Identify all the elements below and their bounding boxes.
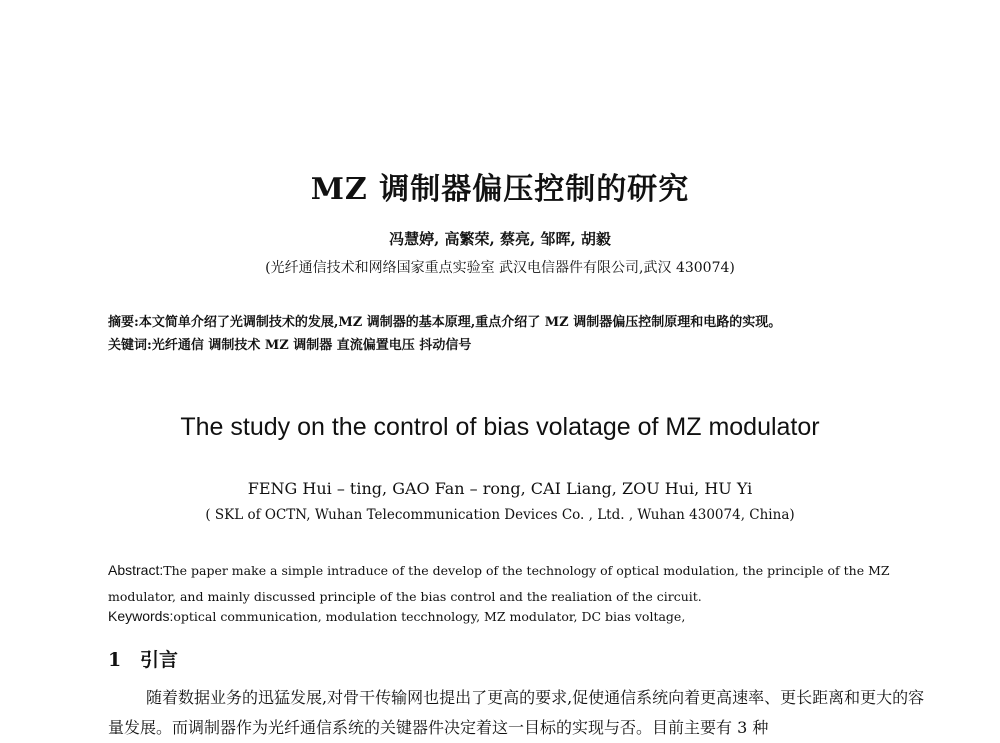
abstract-en-text: The paper make a simple intraduce of the develop of the technology of optical modulation, the principle of the MZ modulator, and mainly discussed principle of the bias control and the realiation of the circuit. (108, 563, 890, 604)
keywords-en-label: Keywords: (108, 608, 174, 624)
body-text: 随着数据业务的迅猛发展,对骨干传输网也提出了更高的要求,促使通信系统向着更高速率、更长距离和更大的容量发展。而调制器作为光纤通信系统的关键器件决定着这一目标的实现与否。目前主要有 3 种 (108, 688, 925, 737)
abstract-cn-text: 本文简单介绍了光调制技术的发展,MZ 调制器的基本原理,重点介绍了 MZ 调制器偏压控制原理和电路的实现。 (138, 315, 782, 330)
body-paragraph (108, 683, 928, 743)
affiliation-en: ( SKL of OCTN, Wuhan Telecommunication Devices Co. , Ltd. , Wuhan 430074, China) (205, 507, 795, 523)
section-number: 1 (108, 649, 122, 671)
section-heading (108, 645, 178, 672)
keywords-en-text: optical communication, modulation tecchnology, MZ modulator, DC bias voltage, (173, 609, 686, 624)
authors-cn: 冯慧婷, 高繁荣, 蔡亮, 邹晖, 胡毅 (389, 230, 611, 248)
abstract-en-label: Abstract: (108, 562, 164, 578)
authors-en: FENG Hui – ting, GAO Fan – rong, CAI Liang, ZOU Hui, HU Yi (247, 479, 753, 498)
keywords-cn-text: 光纤通信 调制技术 MZ 调制器 直流偏置电压 抖动信号 (151, 338, 472, 353)
affiliation-cn: (光纤通信技术和网络国家重点实验室 武汉电信器件有限公司,武汉 430074) (265, 260, 735, 276)
abstract-cn (108, 311, 781, 330)
abstract-en (108, 557, 926, 610)
paper-title-cn: MZ 调制器偏压控制的研究 (310, 172, 690, 207)
abstract-cn-label: 摘要: (108, 315, 139, 330)
paper-title-en: The study on the control of bias volatage of MZ modulator (180, 413, 820, 441)
section-title: 引言 (140, 649, 179, 671)
keywords-cn (108, 334, 471, 353)
keywords-cn-label: 关键词: (108, 338, 152, 353)
keywords-en (108, 608, 685, 624)
